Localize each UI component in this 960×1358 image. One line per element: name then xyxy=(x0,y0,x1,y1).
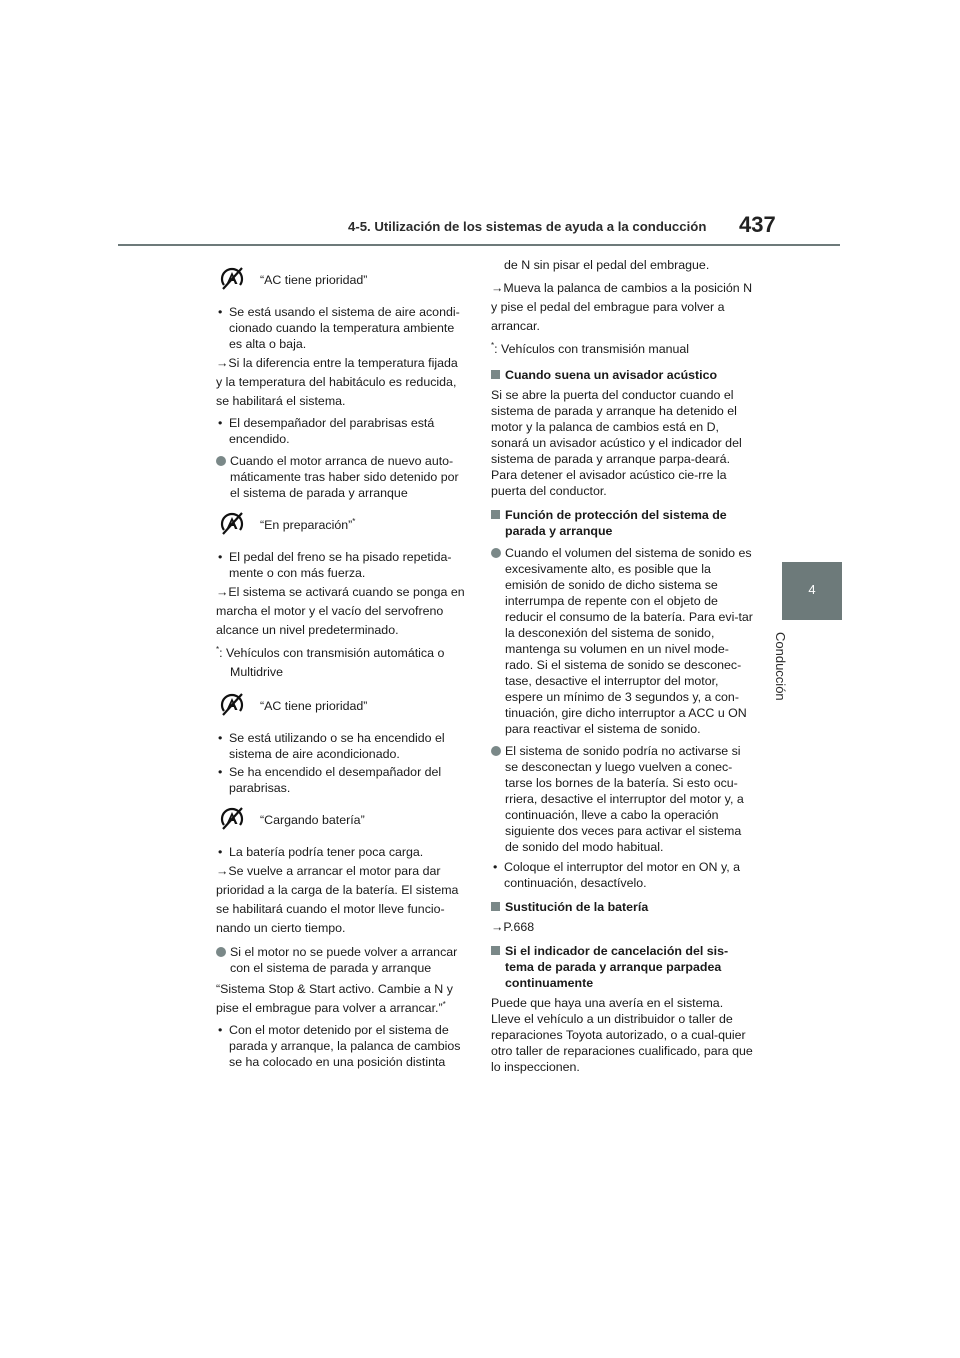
paragraph: Puede que haya una avería en el sistema. Lleve el vehículo a un distribuidor o taller de reparaciones Toyota autorizado, o a cual-quier otro taller de reparaciones cualificado, para que lo inspeccionen. xyxy=(491,996,753,1074)
list-item: • Con el motor detenido por el sistema de parada y arranque, la palanca de cambios se ha colocado en una posición distinta xyxy=(216,1022,466,1070)
circle-item xyxy=(491,743,753,855)
indicator-label xyxy=(260,517,355,533)
indicator-label: “AC tiene prioridad” xyxy=(260,273,368,287)
left-column xyxy=(216,256,466,1072)
chapter-tab xyxy=(782,562,842,620)
page-reference: →P.668 xyxy=(491,920,535,934)
list-item: • El desempañador del parabrisas está encendido. xyxy=(216,415,466,447)
square-bullet-icon xyxy=(491,510,500,519)
square-bullet-icon xyxy=(491,370,500,379)
circle-item xyxy=(216,453,466,501)
header-divider xyxy=(118,244,840,246)
page-number: 437 xyxy=(739,212,776,237)
footnote-text: : Vehículos con transmisión manual xyxy=(494,342,690,356)
chapter-number: 4 xyxy=(808,582,816,597)
circle-item-text: Cuando el volumen del sistema de sonido es excesivamente alto, es posible que la emisión de sonido de dicho sistema se interrumpa de repente con el objeto de reducir el consumo de la batería. Para evi-tar la desconexión del sistema de sonido, mantenga su volumen en un nivel mode-rado. Si el sistema de sonido se desconec-tase, desactive el interruptor del motor, espere un mínimo de 3 segundos y, a con-tinuación, gire dicho interruptor a ACC u ON para reactivar el sistema de sonido. xyxy=(505,546,753,736)
chapter-label xyxy=(773,632,806,722)
circle-item-text: Si el motor no se puede volver a arrancar con el sistema de parada y arranque xyxy=(230,945,458,975)
indicator-label: “Cargando batería” xyxy=(260,813,365,827)
indicator-label: “AC tiene prioridad” xyxy=(260,699,368,713)
list-item: • Se está usando el sistema de aire acondi-cionado cuando la temperatura ambiente es alta o baja. xyxy=(216,304,466,352)
stop-start-off-icon xyxy=(218,804,246,832)
indicator-label-text: “En preparación” xyxy=(260,518,353,532)
list-item: • La batería podría tener poca carga. xyxy=(216,844,466,860)
list-item: • Se está utilizando o se ha encendido el sistema de aire acondicionado. xyxy=(216,730,466,762)
paragraph: Si se abre la puerta del conductor cuando el sistema de parada y arranque ha detenido el motor y la palanca de cambios está en D, sonará un avisador acústico y el indicador del sistema de parada y arranque parpa-deará. Para detener el avisador acústico cie-rre la puerta del conductor. xyxy=(491,388,742,498)
paragraph xyxy=(216,980,466,1018)
footnote-text: : Vehículos con transmisión automática o Multidrive xyxy=(219,646,445,679)
footnote-mark: * xyxy=(442,999,446,1009)
circle-item-text: El sistema de sonido podría no activarse si se desconectan y luego vuelven a conec-tarse los bornes de la batería. Si esto ocu-rriera, desactive el interruptor del motor y, a continuación, lleve a cabo la operación siguiente dos veces para activar el sistema de sonido del modo habitual. xyxy=(505,744,744,854)
section-heading-text: Función de protección del sistema de parada y arranque xyxy=(505,508,727,538)
indicator-ac-priority xyxy=(216,262,466,296)
section-heading xyxy=(491,899,753,915)
stop-start-off-icon xyxy=(218,264,246,292)
header-title: 4-5. Utilización de los sistemas de ayuda a la conducción xyxy=(348,219,707,234)
section-heading-text: Si el indicador de cancelación del sis-tema de parada y arranque parpadea continuamente xyxy=(505,944,729,990)
paragraph: →El sistema se activará cuando se ponga en marcha el motor y el vacío del servofreno alcance un nivel predeterminado. xyxy=(216,585,465,637)
footnote-mark: * xyxy=(352,516,356,526)
indicator-ac-priority xyxy=(216,688,466,722)
paragraph: →Si la diferencia entre la temperatura fijada y la temperatura del habitáculo es reducida, se habilitará el sistema. xyxy=(216,356,458,408)
section-heading-text: Cuando suena un avisador acústico xyxy=(505,368,718,382)
paragraph: de N sin pisar el pedal del embrague. xyxy=(504,258,710,272)
circle-bullet-icon xyxy=(491,746,501,756)
circle-item xyxy=(491,545,753,737)
message-text: “Sistema Stop & Start activo. Cambie a N y pise el embrague para volver a arrancar.” xyxy=(216,982,453,1015)
circle-item xyxy=(216,944,466,976)
footnote xyxy=(216,644,466,682)
footnote-mark: * xyxy=(491,340,495,350)
list-item: • El pedal del freno se ha pisado repetida-mente o con más fuerza. xyxy=(216,549,466,581)
paragraph: →Mueva la palanca de cambios a la posición N y pise el pedal del embrague para volver a arrancar. xyxy=(491,281,753,333)
circle-bullet-icon xyxy=(216,947,226,957)
right-column xyxy=(491,256,753,1079)
section-heading xyxy=(491,943,753,991)
stop-start-off-icon xyxy=(218,509,246,537)
indicator-in-preparation xyxy=(216,507,466,541)
section-heading xyxy=(491,507,753,539)
paragraph: →Se vuelve a arrancar el motor para dar prioridad a la carga de la batería. El sistema se habilitará cuando el motor lleve funcio-nando un cierto tiempo. xyxy=(216,864,459,935)
section-heading xyxy=(491,367,753,383)
circle-bullet-icon xyxy=(491,548,501,558)
footnote-mark: * xyxy=(216,644,220,654)
square-bullet-icon xyxy=(491,902,500,911)
indicator-charging-battery xyxy=(216,802,466,836)
footnote xyxy=(491,340,753,359)
section-heading-text: Sustitución de la batería xyxy=(505,900,649,914)
list-item: • Coloque el interruptor del motor en ON y, a continuación, desactívelo. xyxy=(491,859,753,891)
chapter-label-text: Conducción xyxy=(773,632,788,701)
stop-start-off-icon xyxy=(218,690,246,718)
list-item: • Se ha encendido el desempañador del parabrisas. xyxy=(216,764,466,796)
circle-bullet-icon xyxy=(216,456,226,466)
circle-item-text: Cuando el motor arranca de nuevo auto-máticamente tras haber sido detenido por el sistema de parada y arranque xyxy=(230,454,459,500)
square-bullet-icon xyxy=(491,946,500,955)
